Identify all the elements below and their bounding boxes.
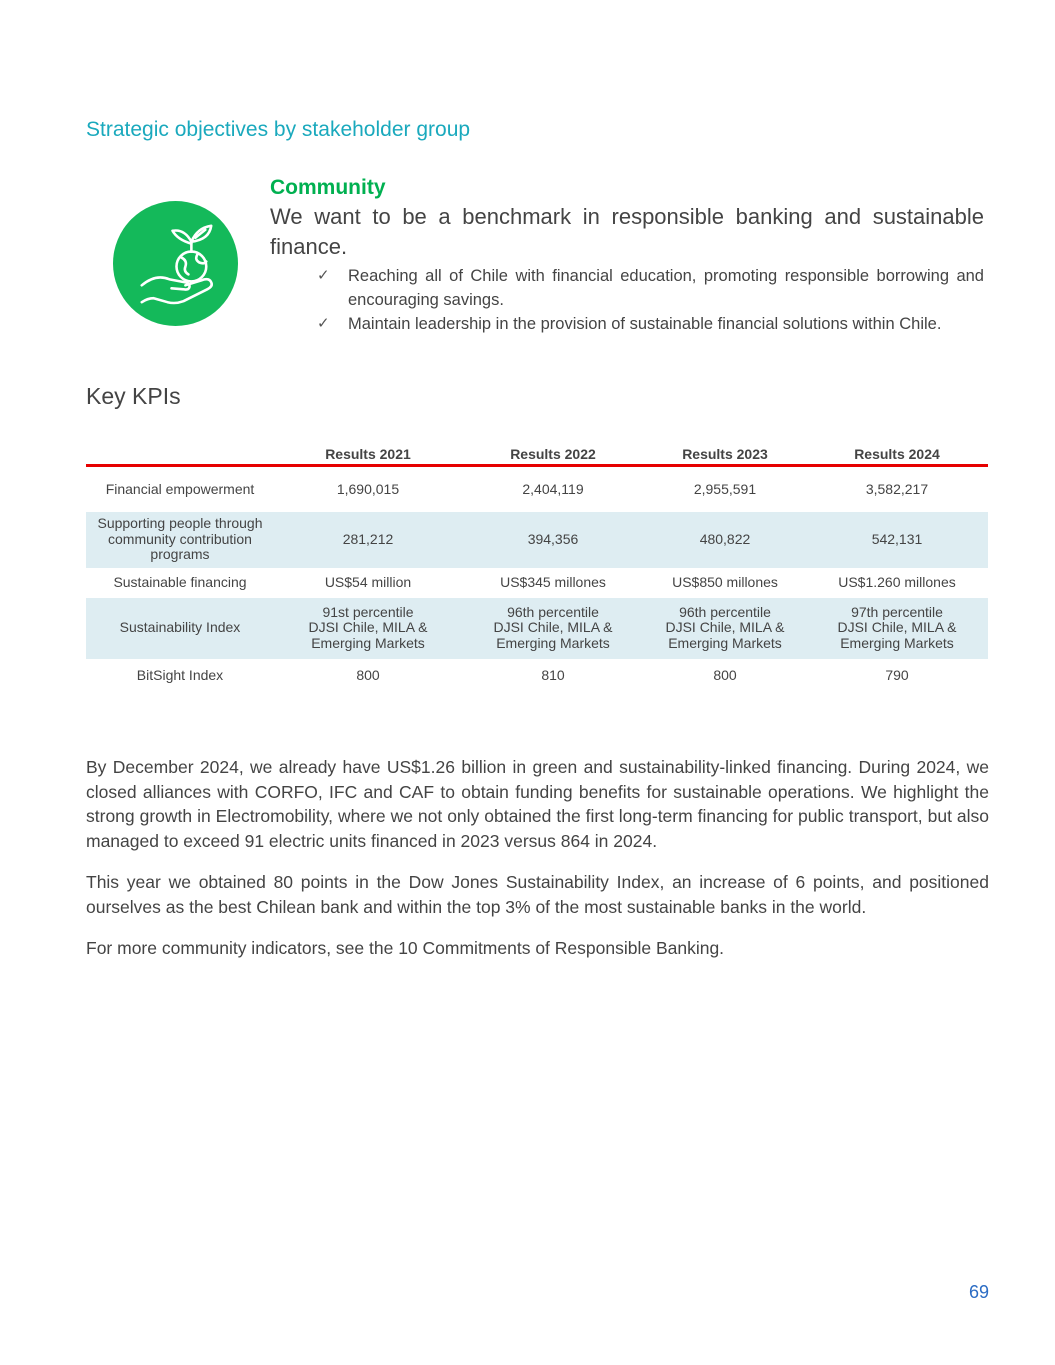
table-cell: 394,356 <box>462 512 644 568</box>
community-statement: We want to be a benchmark in responsible banking and sustainable finance. <box>270 204 984 259</box>
checkmark-icon: ✓ <box>317 267 330 284</box>
header-cell-2021: Results 2021 <box>274 436 462 466</box>
objective-text: Reaching all of Chile with financial education, promoting responsible borrowing and encouraging savings. <box>348 267 984 309</box>
table-cell: 281,212 <box>274 512 462 568</box>
table-cell: 790 <box>885 666 909 683</box>
table-row <box>86 512 988 568</box>
table-cell: US$1.260 millones <box>838 573 956 590</box>
kpi-table <box>86 436 988 693</box>
table-row <box>86 598 988 659</box>
section-title: Strategic objectives by stakeholder group <box>86 118 471 141</box>
table-cell: 1,690,015 <box>336 480 400 497</box>
header-cell-2023: Results 2023 <box>644 436 806 466</box>
table-cell: 96th percentile DJSI Chile, MILA & Emerging Markets <box>644 598 806 659</box>
table-cell: 810 <box>541 666 565 683</box>
table-cell: 2,404,119 <box>522 480 584 497</box>
paragraph: This year we obtained 80 points in the Dow Jones Sustainability Index, an increase of 6 points, and positioned ourselves as the best Chilean bank and within the top 3% of the most sustainable banks in the world. <box>86 872 989 917</box>
table-row <box>86 659 988 693</box>
table-cell: 2,955,591 <box>693 480 757 497</box>
table-cell: US$850 millones <box>672 573 778 590</box>
header-cell-2024: Results 2024 <box>806 436 988 466</box>
row-label: Financial empowerment <box>105 480 255 497</box>
paragraph: For more community indicators, see the 10 Commitments of Responsible Banking. <box>86 938 725 958</box>
table-row <box>86 568 988 598</box>
community-heading: Community <box>270 176 386 199</box>
table-row <box>86 466 988 512</box>
objective-text: Maintain leadership in the provision of sustainable financial solutions within Chile. <box>348 315 942 333</box>
community-objective <box>270 174 984 336</box>
table-cell: 542,131 <box>806 512 988 568</box>
row-label: Sustainability Index <box>86 598 274 659</box>
table-cell: 91st percentile DJSI Chile, MILA & Emerging Markets <box>274 598 462 659</box>
body-text <box>86 755 989 978</box>
row-label: Sustainable financing <box>113 573 247 590</box>
kpi-title: Key KPIs <box>86 383 181 409</box>
table-cell: 97th percentile DJSI Chile, MILA & Emerging Markets <box>806 598 988 659</box>
header-cell-2022: Results 2022 <box>462 436 644 466</box>
table-cell: 3,582,217 <box>865 480 929 497</box>
header-cell-empty <box>86 436 274 466</box>
table-cell: US$345 millones <box>500 573 606 590</box>
table-cell: US$54 million <box>324 573 412 590</box>
kpi-header-row <box>86 436 988 466</box>
row-label: BitSight Index <box>136 666 224 683</box>
paragraph: By December 2024, we already have US$1.26 billion in green and sustainability-linked financing. During 2024, we closed alliances with CORFO, IFC and CAF to obtain funding benefits for sustainable operations. We highlight the strong growth in Electromobility, where we not only obtained the first long-term financing for public transport, but also managed to exceed 91 electric units financed in 2023 versus 864 in 2024. <box>86 757 989 851</box>
hand-holding-globe-icon <box>112 200 239 327</box>
row-label: Supporting people through community contribution programs <box>86 512 274 568</box>
table-cell: 800 <box>356 666 380 683</box>
objective-item <box>270 264 984 312</box>
objective-item <box>270 312 984 336</box>
table-cell: 800 <box>713 666 737 683</box>
table-cell: 96th percentile DJSI Chile, MILA & Emerging Markets <box>462 598 644 659</box>
objective-list <box>270 264 984 336</box>
table-cell: 480,822 <box>644 512 806 568</box>
checkmark-icon: ✓ <box>317 315 330 332</box>
page-number: 69 <box>968 1282 989 1302</box>
